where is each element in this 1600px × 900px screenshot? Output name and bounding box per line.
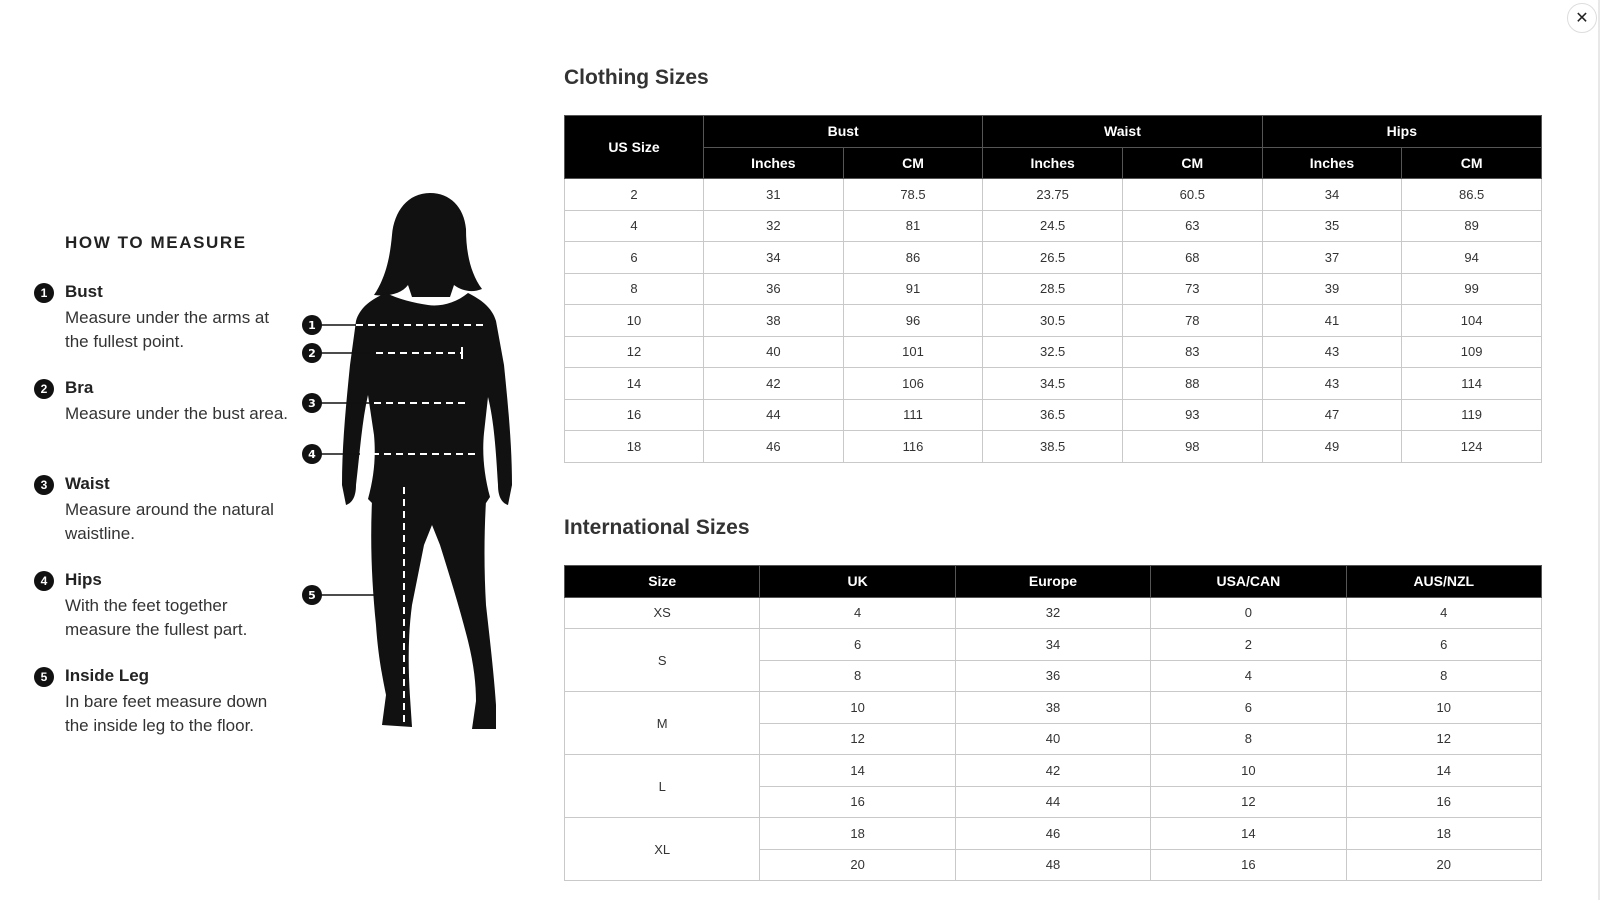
table-cell: 43 [1262, 336, 1402, 368]
table-cell: 34 [955, 629, 1150, 661]
table-cell: 60.5 [1122, 179, 1262, 211]
table-cell: 2 [565, 179, 704, 211]
subheader-cm: CM [1122, 147, 1262, 179]
table-cell: 93 [1122, 399, 1262, 431]
size-label-cell: XL [565, 818, 760, 881]
table-row [565, 692, 1542, 724]
table-row [565, 305, 1542, 337]
international-sizes-table [564, 565, 1542, 881]
table-cell: 116 [843, 431, 983, 463]
table-cell: 6 [1346, 629, 1541, 661]
table-cell: 4 [1151, 660, 1346, 692]
number-badge-icon: 4 [34, 571, 54, 591]
table-cell: 6 [760, 629, 955, 661]
table-cell: 24.5 [983, 210, 1123, 242]
table-row [565, 629, 1542, 661]
table-cell: 34.5 [983, 368, 1123, 400]
table-cell: 111 [843, 399, 983, 431]
table-cell: 32.5 [983, 336, 1123, 368]
table-cell: 109 [1402, 336, 1542, 368]
table-cell: 44 [955, 786, 1150, 818]
clothing-table-body [565, 179, 1542, 463]
measure-description: Measure under the arms at the fullest point. [65, 308, 270, 351]
table-cell: 2 [1151, 629, 1346, 661]
marker-label: 2 [308, 347, 316, 360]
table-cell: 89 [1402, 210, 1542, 242]
close-icon: ✕ [1575, 10, 1589, 27]
subheader-inches: Inches [1262, 147, 1402, 179]
clothing-sizes-title: Clothing Sizes [564, 66, 709, 89]
subheader-cm: CM [843, 147, 983, 179]
measure-description: Measure around the natural waistline. [65, 500, 274, 543]
table-header-cell: Size [565, 566, 760, 598]
table-cell: 43 [1262, 368, 1402, 400]
table-cell: 6 [1151, 692, 1346, 724]
table-row [565, 179, 1542, 211]
measure-description: With the feet together measure the fullest part. [65, 596, 248, 639]
how-to-measure-title: HOW TO MEASURE [65, 233, 247, 252]
header-waist: Waist [983, 116, 1262, 148]
international-sizes-title: International Sizes [564, 516, 750, 539]
marker-label: 3 [308, 397, 316, 410]
table-cell: 78.5 [843, 179, 983, 211]
table-cell: 12 [1151, 786, 1346, 818]
table-cell: 18 [1346, 818, 1541, 850]
table-cell: 68 [1122, 242, 1262, 274]
table-cell: 14 [1151, 818, 1346, 850]
size-label-cell: S [565, 629, 760, 692]
measure-name: Waist [65, 474, 110, 493]
table-cell: 91 [843, 273, 983, 305]
table-cell: 88 [1122, 368, 1262, 400]
measure-name: Bust [65, 282, 103, 301]
table-cell: 10 [1151, 755, 1346, 787]
table-cell: 78 [1122, 305, 1262, 337]
table-cell: 12 [760, 723, 955, 755]
number-badge-icon: 5 [34, 667, 54, 687]
table-cell: 4 [1346, 597, 1541, 629]
table-cell: 14 [565, 368, 704, 400]
table-cell: 8 [1346, 660, 1541, 692]
close-button[interactable] [1567, 3, 1597, 33]
measure-name: Inside Leg [65, 666, 150, 685]
table-cell: 124 [1402, 431, 1542, 463]
table-cell: 20 [760, 849, 955, 881]
table-cell: 20 [1346, 849, 1541, 881]
subheader-inches: Inches [983, 147, 1123, 179]
table-header-cell: UK [760, 566, 955, 598]
table-cell: 42 [955, 755, 1150, 787]
table-cell: 94 [1402, 242, 1542, 274]
table-cell: 36.5 [983, 399, 1123, 431]
table-cell: 83 [1122, 336, 1262, 368]
table-row [565, 818, 1542, 850]
table-row [565, 336, 1542, 368]
table-cell: 36 [704, 273, 844, 305]
table-cell: 38 [955, 692, 1150, 724]
table-cell: 8 [1151, 723, 1346, 755]
table-cell: 16 [1346, 786, 1541, 818]
table-header-cell: USA/CAN [1151, 566, 1346, 598]
table-row [565, 242, 1542, 274]
marker-label: 5 [308, 589, 316, 602]
table-cell: 101 [843, 336, 983, 368]
table-cell: 0 [1151, 597, 1346, 629]
size-label-cell: XS [565, 597, 760, 629]
table-cell: 12 [565, 336, 704, 368]
measure-name: Bra [65, 378, 94, 397]
table-cell: 38.5 [983, 431, 1123, 463]
table-cell: 46 [704, 431, 844, 463]
table-cell: 81 [843, 210, 983, 242]
table-cell: 39 [1262, 273, 1402, 305]
table-cell: 41 [1262, 305, 1402, 337]
table-cell: 12 [1346, 723, 1541, 755]
marker-label: 1 [308, 319, 316, 332]
table-row [565, 431, 1542, 463]
table-cell: 86.5 [1402, 179, 1542, 211]
table-cell: 119 [1402, 399, 1542, 431]
table-cell: 40 [704, 336, 844, 368]
table-cell: 46 [955, 818, 1150, 850]
table-cell: 104 [1402, 305, 1542, 337]
table-cell: 32 [704, 210, 844, 242]
table-cell: 49 [1262, 431, 1402, 463]
table-header-cell: AUS/NZL [1346, 566, 1541, 598]
table-row [565, 597, 1542, 629]
table-cell: 14 [760, 755, 955, 787]
table-cell: 63 [1122, 210, 1262, 242]
header-us-size: US Size [565, 116, 704, 179]
table-cell: 98 [1122, 431, 1262, 463]
table-cell: 28.5 [983, 273, 1123, 305]
number-badge-icon: 2 [34, 379, 54, 399]
clothing-sizes-table [564, 115, 1542, 463]
table-cell: 31 [704, 179, 844, 211]
table-cell: 47 [1262, 399, 1402, 431]
table-cell: 6 [565, 242, 704, 274]
table-cell: 86 [843, 242, 983, 274]
table-row [565, 755, 1542, 787]
table-header-row [565, 566, 1542, 598]
table-cell: 18 [565, 431, 704, 463]
table-cell: 34 [704, 242, 844, 274]
table-cell: 44 [704, 399, 844, 431]
header-hips: Hips [1262, 116, 1541, 148]
table-cell: 10 [760, 692, 955, 724]
table-cell: 42 [704, 368, 844, 400]
marker-label: 4 [308, 448, 316, 461]
table-row [565, 399, 1542, 431]
measure-name: Hips [65, 570, 102, 589]
table-cell: 32 [955, 597, 1150, 629]
table-cell: 34 [1262, 179, 1402, 211]
size-label-cell: M [565, 692, 760, 755]
table-cell: 4 [760, 597, 955, 629]
table-row [565, 273, 1542, 305]
number-badge-icon: 1 [34, 283, 54, 303]
size-label-cell: L [565, 755, 760, 818]
table-cell: 10 [1346, 692, 1541, 724]
number-badge-icon: 3 [34, 475, 54, 495]
table-cell: 16 [1151, 849, 1346, 881]
table-cell: 8 [565, 273, 704, 305]
body-silhouette-illustration [290, 185, 520, 745]
subheader-cm: CM [1402, 147, 1542, 179]
table-cell: 16 [565, 399, 704, 431]
table-row [565, 368, 1542, 400]
table-cell: 8 [760, 660, 955, 692]
table-cell: 26.5 [983, 242, 1123, 274]
table-cell: 73 [1122, 273, 1262, 305]
header-bust: Bust [704, 116, 983, 148]
table-cell: 14 [1346, 755, 1541, 787]
table-cell: 4 [565, 210, 704, 242]
measure-description: Measure under the bust area. [65, 404, 289, 423]
table-cell: 38 [704, 305, 844, 337]
subheader-inches: Inches [704, 147, 844, 179]
table-cell: 96 [843, 305, 983, 337]
table-cell: 18 [760, 818, 955, 850]
table-cell: 37 [1262, 242, 1402, 274]
table-cell: 23.75 [983, 179, 1123, 211]
measure-description: In bare feet measure down the inside leg to the floor. [65, 692, 268, 735]
table-header-cell: Europe [955, 566, 1150, 598]
table-row [565, 210, 1542, 242]
table-cell: 35 [1262, 210, 1402, 242]
international-table-body [565, 597, 1542, 881]
table-cell: 99 [1402, 273, 1542, 305]
table-cell: 16 [760, 786, 955, 818]
table-cell: 30.5 [983, 305, 1123, 337]
table-cell: 114 [1402, 368, 1542, 400]
table-cell: 106 [843, 368, 983, 400]
table-cell: 36 [955, 660, 1150, 692]
table-cell: 48 [955, 849, 1150, 881]
table-cell: 40 [955, 723, 1150, 755]
table-cell: 10 [565, 305, 704, 337]
